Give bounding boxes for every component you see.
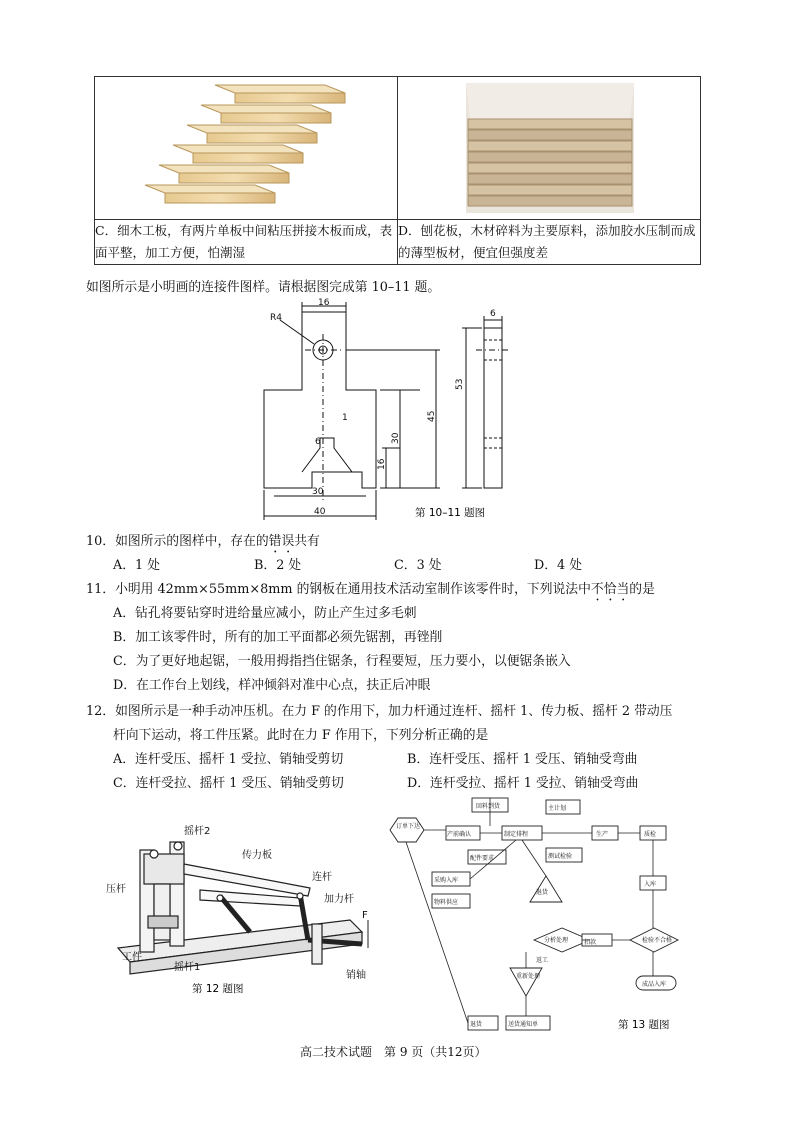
q10-option-d: D．4 处 — [534, 558, 583, 573]
fc-analyze: 分析处理 — [544, 937, 569, 944]
q11-option-c: C．为了更好地起锯，一般用拇指挡住锯条，行程要短，压力要小，以便锯条嵌入 — [113, 654, 571, 669]
dim-45: 45 — [427, 410, 437, 422]
dim-30-vert: 30 — [391, 432, 401, 444]
dim-r4: R4 — [270, 313, 282, 323]
dim-53: 53 — [455, 378, 465, 390]
fc-finished: 成品入库 — [642, 981, 667, 988]
label-press-rod: 压杆 — [106, 884, 126, 895]
fc-return2: 退货 — [536, 889, 549, 896]
q11-stem: 11．小明用 42mm×55mm×8mm 的钢板在通用技术活动室制作该零件时，下列说法中不恰当的是 — [86, 582, 655, 597]
dim-6-side: 6 — [490, 309, 496, 319]
flowchart-figure — [386, 790, 702, 1038]
materials-table — [94, 76, 701, 265]
q12-option-c: C．连杆受拉、摇杆 1 受压、销轴受剪切 — [113, 776, 344, 791]
fc-rework: 返工 — [536, 957, 549, 964]
dim-40: 40 — [314, 507, 326, 517]
dim-30: 30 — [312, 487, 324, 497]
fc-qc: 质检 — [644, 831, 657, 838]
q10-stem: 10．如图所示的图样中，存在的错误共有 — [86, 534, 320, 549]
dim-1: 1 — [342, 413, 348, 423]
q11-option-b: B．加工该零件时，所有的加工平面都必须先锯割，再锉削 — [113, 630, 443, 645]
material-c-text: C．细木工板，有两片单板中间粘压拼接木板而成，表面平整，加工方便，怕潮湿 — [95, 220, 398, 265]
fc-supply: 物料供应 — [434, 899, 459, 906]
fc-order: 订单下达 — [396, 823, 421, 830]
press-machine-figure — [100, 820, 380, 1002]
q12-option-d: D．连杆受拉、摇杆 1 受拉、销轴受弯曲 — [407, 776, 639, 791]
fc-fail: 检验不合格 — [642, 937, 673, 944]
fc-test: 测试检验 — [548, 853, 573, 860]
fc-deduct: 扣款 — [584, 939, 597, 946]
q12-option-a: A．连杆受压、摇杆 1 受拉、销轴受剪切 — [113, 752, 344, 767]
q11-option-d: D．在工作台上划线，样冲倾斜对准中心点，扶正后冲眼 — [113, 678, 431, 693]
fc-store: 入库 — [644, 881, 657, 888]
fc-redo: 重新处理 — [516, 973, 541, 980]
dim-6: 6 — [315, 437, 321, 447]
q11-option-a: A．钻孔将要钻穿时进给量应减小，防止产生过多毛刺 — [113, 606, 417, 621]
fc-parts: 配件要求 — [470, 855, 495, 862]
dim-16-vert: 16 — [377, 458, 387, 470]
label-force: F — [362, 910, 368, 921]
fc-material: 回料到货 — [476, 803, 501, 810]
label-workpiece: 工件 — [122, 952, 142, 963]
q12-stem-1: 12．如图所示是一种手动冲压机。在力 F 的作用下，加力杆通过连杆、摇杆 1、传力板、摇杆 2 带动压 — [86, 704, 673, 719]
blockboard-image — [95, 77, 397, 219]
fc-return: 退货 — [470, 1021, 483, 1028]
label-link: 连杆 — [312, 872, 332, 883]
image-cell-c — [95, 77, 398, 220]
particleboard-image — [398, 77, 700, 219]
label-rocker2: 摇杆2 — [184, 826, 211, 837]
q10-option-a: A．1 处 — [113, 558, 161, 573]
dim-16-top: 16 — [318, 298, 330, 308]
fc-plan: 主计划 — [548, 805, 567, 812]
image-cell-d — [398, 77, 701, 220]
label-lever: 加力杆 — [324, 894, 354, 905]
intro-text: 如图所示是小明画的连接件图样。请根据图完成第 10–11 题。 — [86, 280, 441, 295]
q12-stem-2: 杆向下运动，将工件压紧。此时在力 F 作用下，下列分析正确的是 — [113, 728, 489, 743]
part-drawing — [250, 298, 550, 526]
q13-caption: 第 13 题图 — [618, 1019, 670, 1031]
label-pin: 销轴 — [346, 970, 366, 981]
node-order — [390, 818, 424, 842]
part-outline — [264, 312, 376, 488]
fc-notice: 送货通知单 — [508, 1021, 539, 1028]
fc-confirm: 产前确认 — [447, 831, 472, 838]
label-rocker1: 摇杆1 — [174, 962, 201, 973]
fc-purchase: 采购入库 — [434, 877, 459, 884]
label-transfer-plate: 传力板 — [242, 850, 272, 861]
fc-schedule: 制定排程 — [504, 831, 529, 838]
q10-option-c: C．3 处 — [394, 558, 442, 573]
page-footer: 高二技术试题 第 9 页（共12页） — [300, 1045, 487, 1059]
fc-produce: 生产 — [596, 831, 609, 838]
drawing-caption: 第 10–11 题图 — [415, 507, 486, 519]
q12-option-b: B．连杆受压、摇杆 1 受压、销轴受弯曲 — [407, 752, 638, 767]
q12-caption: 第 12 题图 — [192, 983, 244, 995]
material-d-text: D．刨花板，木材碎料为主要原料，添加胶水压制而成的薄型板材，便宜但强度差 — [398, 220, 701, 265]
q10-option-b: B．2 处 — [254, 558, 302, 573]
